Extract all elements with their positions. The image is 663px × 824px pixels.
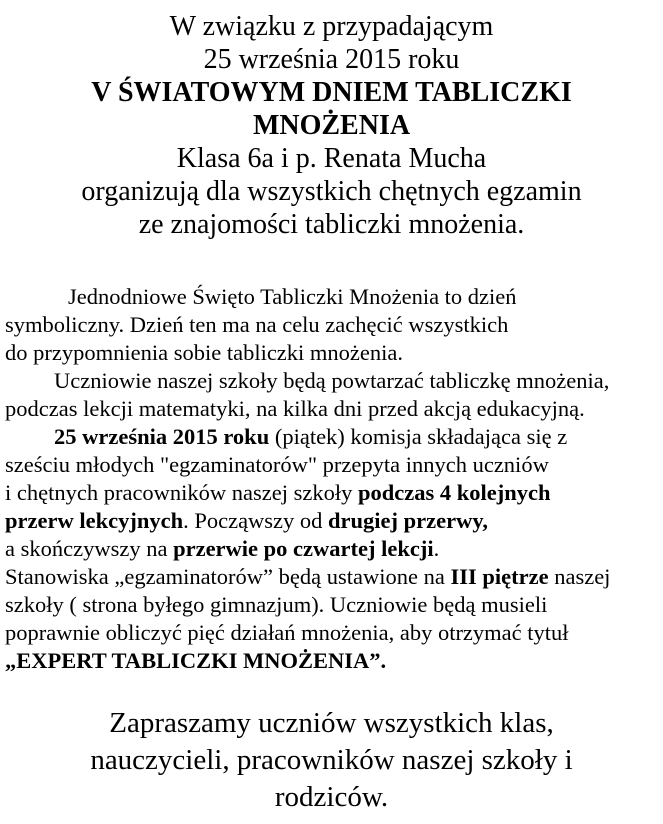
text-line <box>5 339 661 367</box>
text-line <box>0 10 663 43</box>
text-segment: Klasa 6a i p. Renata Mucha <box>176 143 487 174</box>
text-line <box>5 591 661 619</box>
bold-text-segment: MNOŻENIA <box>252 110 411 141</box>
text-line <box>0 76 663 109</box>
text-line <box>5 507 661 535</box>
text-segment: symboliczny. Dzień ten ma na celu zachęcić wszystkich <box>5 312 509 337</box>
text-segment: organizują dla wszystkich chętnych egzamin <box>81 176 582 207</box>
announcement-body <box>0 283 663 675</box>
bold-text-segment: „EXPERT TABLICZKI MNOŻENIA”. <box>5 648 387 673</box>
announcement-footer <box>0 705 663 816</box>
text-line <box>5 535 661 563</box>
text-segment: Uczniowie naszej szkoły będą powtarzać tabliczkę mnożenia, <box>54 368 610 393</box>
text-segment: szkoły ( strona byłego gimnazjum). Uczniowie będą musieli <box>5 592 548 617</box>
text-line <box>5 395 661 423</box>
text-segment: rodziców. <box>274 781 389 813</box>
text-line <box>0 43 663 76</box>
text-line <box>5 479 661 507</box>
text-line <box>0 705 663 742</box>
bold-text-segment: przerw lekcyjnych <box>5 508 184 533</box>
bold-text-segment: III piętrze <box>450 564 549 589</box>
bold-text-segment: 25 września 2015 roku <box>54 424 270 449</box>
text-line <box>5 647 661 675</box>
text-segment: do przypomnienia sobie tabliczki mnożenia. <box>5 340 404 365</box>
text-segment: . <box>433 536 440 561</box>
text-line <box>0 779 663 816</box>
text-segment: i chętnych pracowników naszej szkoły <box>5 480 359 505</box>
text-segment: ze znajomości tabliczki mnożenia. <box>138 209 525 240</box>
text-segment: Jednodniowe Święto Tabliczki Mnożenia to dzień <box>68 284 517 309</box>
bold-text-segment: drugiej przerwy, <box>328 508 489 533</box>
bold-text-segment: przerwie po czwartej lekcji <box>173 536 434 561</box>
text-segment: naszej <box>548 564 611 589</box>
text-line <box>0 742 663 779</box>
text-line <box>0 142 663 175</box>
text-line <box>5 563 661 591</box>
text-segment: W związku z przypadającym <box>169 11 494 42</box>
text-line <box>5 283 661 311</box>
text-segment: 25 września 2015 roku <box>203 44 460 75</box>
text-segment: sześciu młodych "egzaminatorów" przepyta innych uczniów <box>5 452 549 477</box>
text-segment: a skończywszy na <box>5 536 174 561</box>
text-line <box>5 619 661 647</box>
text-line <box>5 451 661 479</box>
text-line <box>5 423 661 451</box>
text-segment: poprawnie obliczyć pięć działań mnożenia, aby otrzymać tytuł <box>5 620 569 645</box>
bold-text-segment: V ŚWIATOWYM DNIEM TABLICZKI <box>91 77 572 108</box>
bold-text-segment: podczas 4 kolejnych <box>358 480 551 505</box>
text-line <box>0 175 663 208</box>
text-segment: nauczycieli, pracowników naszej szkoły i <box>90 744 573 776</box>
text-line <box>5 311 661 339</box>
announcement-header <box>0 10 663 241</box>
text-line <box>5 367 661 395</box>
text-segment: Zapraszamy uczniów wszystkich klas, <box>109 707 554 739</box>
text-segment: Stanowiska „egzaminatorów” będą ustawione na <box>5 564 451 589</box>
text-line <box>0 208 663 241</box>
text-line <box>0 109 663 142</box>
text-segment: (piątek) komisja składająca się z <box>269 424 568 449</box>
text-segment: . Począwszy od <box>183 508 329 533</box>
text-segment: podczas lekcji matematyki, na kilka dni przed akcją edukacyjną. <box>5 396 585 421</box>
